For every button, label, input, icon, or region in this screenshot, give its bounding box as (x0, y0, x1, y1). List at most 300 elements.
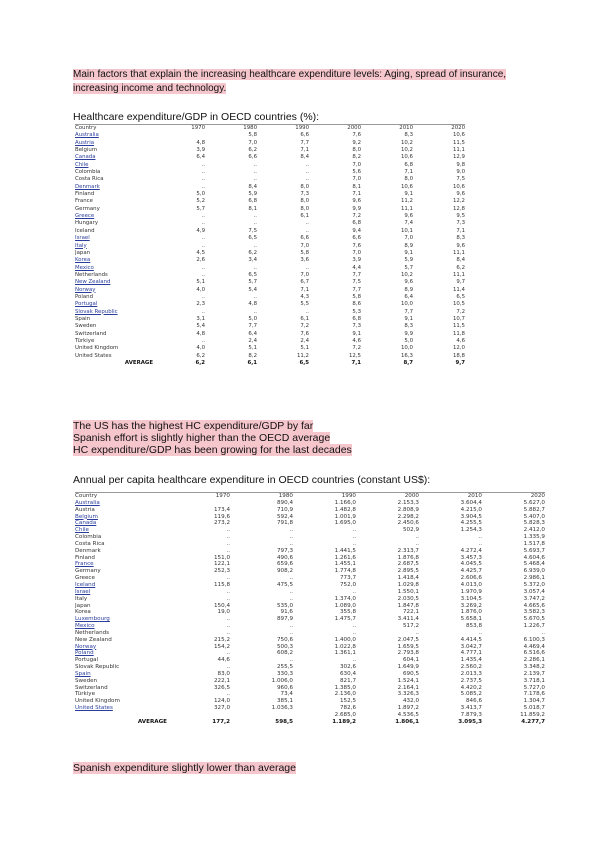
value-cell: 10,6 (452, 183, 465, 190)
value-cell: 3.604,4 (460, 499, 482, 506)
table-row (75, 596, 545, 603)
value-cell: 1.001,9 (334, 513, 356, 520)
value-cell: 7,0 (352, 161, 361, 168)
value-cell: 500,3 (276, 643, 293, 650)
value-cell: .. (201, 271, 205, 278)
value-cell: 9,9 (352, 205, 361, 212)
country-cell: Germany (75, 568, 101, 575)
value-cell: 19,0 (217, 609, 230, 616)
value-cell: 7,0 (352, 176, 361, 183)
value-cell: 2.164,1 (397, 684, 419, 691)
value-cell: 7,7 (352, 286, 361, 293)
value-cell: 7.879,3 (460, 712, 482, 718)
value-cell: 1.695,0 (334, 520, 356, 527)
country-cell[interactable]: Luxembourg (75, 616, 110, 623)
value-cell: .. (305, 161, 309, 168)
gdp-col-header: 1990 (295, 125, 309, 131)
value-cell: .. (201, 161, 205, 168)
table-row (75, 132, 465, 139)
country-cell[interactable]: Austria (75, 139, 95, 146)
value-cell: .. (352, 527, 356, 534)
value-cell: 8,4 (456, 257, 465, 264)
value-cell: 9,9 (404, 330, 413, 337)
value-cell: 7,0 (300, 271, 309, 278)
value-cell: 152,5 (339, 698, 356, 705)
value-cell: 2.793,8 (397, 650, 419, 657)
value-cell: 1.361,1 (334, 650, 356, 657)
value-cell: 91,6 (280, 609, 293, 616)
value-cell: 1.482,8 (334, 506, 356, 513)
value-cell: 1.089,0 (334, 602, 356, 609)
country-cell[interactable]: Slovak Republic (75, 308, 118, 315)
table-row (75, 162, 465, 169)
country-cell[interactable]: Denmark (75, 183, 100, 190)
country-cell: Netherlands (75, 271, 108, 278)
value-cell: .. (352, 540, 356, 547)
value-cell: 6,5 (456, 293, 465, 300)
table-row (75, 520, 545, 527)
table-row (75, 272, 465, 279)
value-cell: 1.261,6 (334, 554, 356, 561)
table-row (75, 191, 465, 198)
value-cell: 2.013,3 (460, 670, 482, 677)
country-cell[interactable]: Belgium (75, 513, 98, 520)
value-cell: .. (352, 657, 356, 664)
value-cell: 3.457,3 (460, 554, 482, 561)
value-cell: .. (226, 664, 230, 671)
value-cell: 1.876,0 (460, 609, 482, 616)
value-cell: 2.298,2 (397, 513, 419, 520)
value-cell: 908,2 (276, 568, 293, 575)
value-cell: 630,4 (339, 670, 356, 677)
value-cell: .. (253, 161, 257, 168)
value-cell: 5.670,5 (523, 616, 545, 623)
value-cell: 7,6 (352, 242, 361, 249)
value-cell: 3.042,7 (460, 643, 482, 650)
value-cell: 9,4 (352, 227, 361, 234)
value-cell: 7,3 (352, 323, 361, 330)
table-row (75, 712, 545, 719)
value-cell: .. (305, 264, 309, 271)
table-row (75, 616, 545, 623)
value-cell: .. (253, 264, 257, 271)
table-row (75, 657, 545, 664)
table-row (75, 603, 545, 610)
value-cell: 8,9 (404, 242, 413, 249)
value-cell: 5,4 (196, 323, 205, 330)
intro-text: Main factors that explain the increasing healthcare expenditure levels: Aging, spread of insurance, increasing income and technology. (73, 69, 507, 94)
value-cell: 5,5 (300, 301, 309, 308)
value-cell: 6.516,6 (523, 650, 545, 657)
country-cell: Denmark (75, 547, 101, 554)
value-cell: .. (253, 293, 257, 300)
value-cell: 7,0 (300, 242, 309, 249)
value-cell: .. (201, 220, 205, 227)
value-cell: 1.166,0 (334, 499, 356, 506)
country-cell: Belgium (75, 147, 98, 154)
value-cell: .. (289, 575, 293, 582)
value-cell: 3.326,3 (397, 691, 419, 698)
table-row (75, 548, 545, 555)
value-cell: 6,4 (196, 154, 205, 161)
table-row (75, 568, 545, 575)
value-cell: 6,6 (300, 235, 309, 242)
value-cell: 5,0 (248, 315, 257, 322)
value-cell: .. (226, 575, 230, 582)
gdp-table (75, 124, 465, 367)
country-cell[interactable]: Poland (75, 650, 94, 657)
value-cell: 2.986,1 (523, 575, 545, 582)
value-cell: 6,8 (352, 220, 361, 227)
value-cell: 1.659,5 (397, 643, 419, 650)
value-cell: .. (305, 308, 309, 315)
value-cell: 7,6 (300, 330, 309, 337)
pc-col-header: 2000 (404, 493, 419, 499)
country-cell: Finland (75, 191, 95, 198)
value-cell: .. (289, 657, 293, 664)
table-row (75, 176, 465, 183)
value-cell: 10,0 (400, 301, 413, 308)
value-cell: 7.178,6 (523, 691, 545, 698)
value-cell: 11,1 (452, 271, 465, 278)
value-cell: 5,7 (248, 279, 257, 286)
value-cell: .. (201, 293, 205, 300)
value-cell: .. (305, 220, 309, 227)
value-cell: 4,4 (352, 264, 361, 271)
table-row (75, 353, 465, 360)
table-row (75, 301, 465, 308)
value-cell: 1.374,0 (334, 595, 356, 602)
average-value: 6,5 (299, 360, 309, 366)
value-cell: .. (226, 623, 230, 630)
country-cell[interactable]: Israel (75, 235, 90, 242)
value-cell: 7,3 (456, 220, 465, 227)
value-cell: 4,8 (196, 330, 205, 337)
value-cell: .. (478, 534, 482, 541)
country-cell[interactable]: United States (75, 705, 113, 712)
value-cell: 2.606,6 (460, 575, 482, 582)
value-cell: 2.808,9 (397, 506, 419, 513)
gdp-col-header: Country (75, 125, 97, 131)
value-cell: .. (415, 540, 419, 547)
value-cell: 7,7 (352, 271, 361, 278)
value-cell: 897,9 (276, 616, 293, 623)
country-cell[interactable]: Australia (75, 132, 99, 139)
value-cell: 124,0 (213, 698, 230, 705)
country-cell: Spain (75, 315, 91, 322)
value-cell: 3.269,2 (460, 602, 482, 609)
value-cell: 9,2 (352, 139, 361, 146)
value-cell: 3.348,2 (523, 664, 545, 671)
average-value: 3.095,3 (458, 718, 482, 725)
value-cell: 6,6 (352, 235, 361, 242)
table-row (75, 630, 545, 637)
gdp-col-header: 1980 (243, 125, 257, 131)
value-cell: .. (226, 691, 230, 698)
value-cell: 4.604,6 (523, 554, 545, 561)
country-cell[interactable]: New Zealand (75, 279, 111, 286)
value-cell: 9,1 (404, 191, 413, 198)
country-cell: Switzerland (75, 684, 108, 691)
value-cell: 1.254,3 (460, 527, 482, 534)
value-cell: 690,5 (402, 670, 419, 677)
country-cell[interactable]: Canada (75, 520, 97, 527)
table-row (75, 265, 465, 272)
average-row (75, 360, 465, 367)
value-cell: 659,6 (276, 561, 293, 568)
country-cell[interactable]: Spain (75, 670, 91, 677)
value-cell: 782,6 (339, 705, 356, 712)
value-cell: 5,8 (352, 293, 361, 300)
value-cell: 535,0 (276, 602, 293, 609)
value-cell: 1.550,1 (397, 588, 419, 595)
value-cell: .. (289, 540, 293, 547)
country-cell[interactable]: Greece (75, 213, 95, 220)
country-cell[interactable]: France (75, 561, 94, 568)
value-cell: 150,4 (213, 602, 230, 609)
country-cell[interactable]: Italy (75, 242, 87, 249)
value-cell: 6,6 (248, 154, 257, 161)
value-cell: 960,6 (276, 684, 293, 691)
gdp-col-header: 2000 (347, 125, 361, 131)
table-row (75, 184, 465, 191)
value-cell (167, 500, 230, 507)
value-cell: 8,2 (248, 352, 257, 359)
value-cell: 6,8 (352, 315, 361, 322)
table-row (75, 541, 545, 548)
value-cell: 853,8 (465, 623, 482, 630)
value-cell: 3,9 (196, 147, 205, 154)
value-cell: .. (289, 629, 293, 636)
table-row (75, 507, 545, 514)
value-cell: .. (201, 213, 205, 220)
value-cell: 9,7 (456, 279, 465, 286)
average-value: 6,2 (195, 360, 205, 366)
value-cell: 1.385,0 (334, 684, 356, 691)
table-row (75, 279, 465, 286)
value-cell: 12,2 (452, 198, 465, 205)
value-cell: 16,3 (400, 352, 413, 359)
table-row (75, 609, 545, 616)
value-cell: 1.649,9 (397, 664, 419, 671)
gdp-note-1: The US has the highest HC expenditure/GDP by far (73, 420, 314, 432)
value-cell: 1.524,1 (397, 677, 419, 684)
value-cell: 4.215,0 (460, 506, 482, 513)
table-row (75, 685, 545, 692)
value-cell: 12,8 (452, 205, 465, 212)
value-cell: 5,1 (300, 345, 309, 352)
value-cell: 11,2 (400, 198, 413, 205)
country-cell[interactable]: Iceland (75, 581, 96, 588)
table-row (75, 650, 545, 657)
country-cell[interactable]: Korea (75, 257, 91, 264)
country-cell[interactable]: Norway (75, 286, 96, 293)
value-cell: 8,0 (352, 147, 361, 154)
value-cell: 2.560,2 (460, 664, 482, 671)
country-cell[interactable]: Norway (75, 643, 97, 650)
average-row (75, 719, 545, 726)
value-cell: 2,4 (248, 337, 257, 344)
value-cell: 9,6 (404, 279, 413, 286)
table-row (75, 309, 465, 316)
pc-note: Spanish expenditure slightly lower than average (73, 762, 296, 774)
value-cell: .. (352, 534, 356, 541)
value-cell: 4.469,4 (523, 643, 545, 650)
country-cell[interactable]: Israel (75, 588, 91, 595)
table-row (75, 637, 545, 644)
value-cell: 273,2 (213, 520, 230, 527)
value-cell: 608,2 (276, 650, 293, 657)
value-cell: 4,9 (196, 227, 205, 234)
value-cell: 5,6 (352, 169, 361, 176)
country-cell: Switzerland (75, 330, 107, 337)
value-cell: 302,6 (339, 664, 356, 671)
table-row (75, 287, 465, 294)
value-cell: 2.030,5 (397, 595, 419, 602)
value-cell: .. (201, 169, 205, 176)
country-cell[interactable]: Mexico (75, 264, 94, 271)
country-cell: France (75, 198, 93, 205)
value-cell: 11,5 (452, 323, 465, 330)
value-cell: 6,2 (248, 249, 257, 256)
value-cell: .. (415, 629, 419, 636)
value-cell: 326,5 (213, 684, 230, 691)
value-cell: 5.693,7 (523, 547, 545, 554)
value-cell: .. (253, 169, 257, 176)
value-cell: 1.226,7 (523, 623, 545, 630)
country-cell[interactable]: Chile (75, 161, 89, 168)
value-cell: .. (201, 242, 205, 249)
table-row (75, 147, 465, 154)
value-cell: .. (201, 183, 205, 190)
value-cell: 5,2 (196, 198, 205, 205)
value-cell: 7,1 (456, 227, 465, 234)
value-cell: 8,3 (404, 132, 413, 139)
value-cell: 5,4 (248, 286, 257, 293)
value-cell: 752,0 (339, 581, 356, 588)
value-cell: 490,6 (276, 554, 293, 561)
value-cell: 2.737,5 (460, 677, 482, 684)
country-cell[interactable]: Chile (75, 527, 90, 534)
value-cell: .. (478, 629, 482, 636)
value-cell: 9,0 (456, 169, 465, 176)
value-cell: 4.255,5 (460, 520, 482, 527)
gdp-notes (73, 420, 352, 456)
value-cell: 2.450,6 (397, 520, 419, 527)
value-cell: 4.013,0 (460, 581, 482, 588)
value-cell: 6,7 (300, 279, 309, 286)
value-cell: 6,1 (300, 213, 309, 220)
value-cell: 846,6 (465, 698, 482, 705)
value-cell: 115,8 (213, 581, 230, 588)
table-row (75, 623, 545, 630)
country-cell[interactable]: Portugal (75, 301, 98, 308)
value-cell: 7,2 (352, 345, 361, 352)
value-cell: 154,2 (213, 643, 230, 650)
value-cell: 12,5 (348, 352, 361, 359)
value-cell: 432,0 (402, 698, 419, 705)
per-capita-table (75, 492, 545, 726)
value-cell: 83,0 (217, 670, 230, 677)
gdp-col-header: 2020 (451, 125, 465, 131)
value-cell: 10,2 (400, 139, 413, 146)
value-cell: 3.582,3 (523, 609, 545, 616)
value-cell: 5,1 (196, 279, 205, 286)
table-row (75, 235, 465, 242)
country-cell[interactable]: Mexico (75, 623, 95, 630)
table-row (75, 338, 465, 345)
country-cell: United Kingdom (75, 698, 120, 705)
value-cell: 11,5 (452, 139, 465, 146)
value-cell: 475,5 (276, 581, 293, 588)
table-row (75, 316, 465, 323)
pc-header-row (75, 493, 545, 500)
value-cell: .. (352, 588, 356, 595)
value-cell: 6.939,0 (523, 568, 545, 575)
value-cell (153, 132, 205, 139)
value-cell: 6,5 (248, 235, 257, 242)
value-cell: 6,2 (456, 264, 465, 271)
value-cell: 10,5 (452, 301, 465, 308)
table-row (75, 257, 465, 264)
value-cell: 5,3 (352, 308, 361, 315)
value-cell: 173,4 (213, 506, 230, 513)
value-cell: 1.435,4 (460, 657, 482, 664)
value-cell: 1.029,8 (397, 581, 419, 588)
value-cell: 6,2 (196, 352, 205, 359)
value-cell: 5.372,0 (523, 581, 545, 588)
country-cell: Germany (75, 205, 100, 212)
value-cell: 11.859,2 (520, 712, 545, 718)
value-cell: 5,1 (248, 345, 257, 352)
country-cell: Hungary (75, 220, 99, 227)
value-cell: 2.313,7 (397, 547, 419, 554)
value-cell: 8,4 (300, 154, 309, 161)
value-cell: .. (478, 540, 482, 547)
country-cell: Costa Rica (75, 540, 105, 547)
value-cell: 6,4 (248, 330, 257, 337)
country-cell: Poland (75, 293, 93, 300)
country-cell: Portugal (75, 657, 99, 664)
value-cell: 1.876,8 (397, 554, 419, 561)
value-cell: 10,6 (400, 183, 413, 190)
value-cell: 12,0 (452, 345, 465, 352)
country-cell: Sweden (75, 677, 98, 684)
table-row (75, 644, 545, 651)
table-row (75, 691, 545, 698)
table-row (75, 169, 465, 176)
country-cell[interactable]: Australia (75, 499, 100, 506)
value-cell: 9,6 (456, 191, 465, 198)
country-cell: Costa Rica (75, 176, 104, 183)
value-cell: 1.022,8 (334, 643, 356, 650)
value-cell: 8,4 (248, 183, 257, 190)
country-cell[interactable]: Canada (75, 154, 96, 161)
value-cell: 10,0 (400, 345, 413, 352)
value-cell: 73,4 (280, 691, 293, 698)
average-value: 8,7 (403, 360, 413, 366)
table-row (75, 220, 465, 227)
value-cell: 3.057,4 (523, 588, 545, 595)
table-row (75, 589, 545, 596)
table-row (75, 705, 545, 712)
value-cell: 3.104,5 (460, 595, 482, 602)
pc-col-header: 1980 (278, 493, 293, 499)
table-row (75, 671, 545, 678)
value-cell: 5.727,0 (523, 684, 545, 691)
value-cell: 773,7 (339, 575, 356, 582)
table-row (75, 213, 465, 220)
